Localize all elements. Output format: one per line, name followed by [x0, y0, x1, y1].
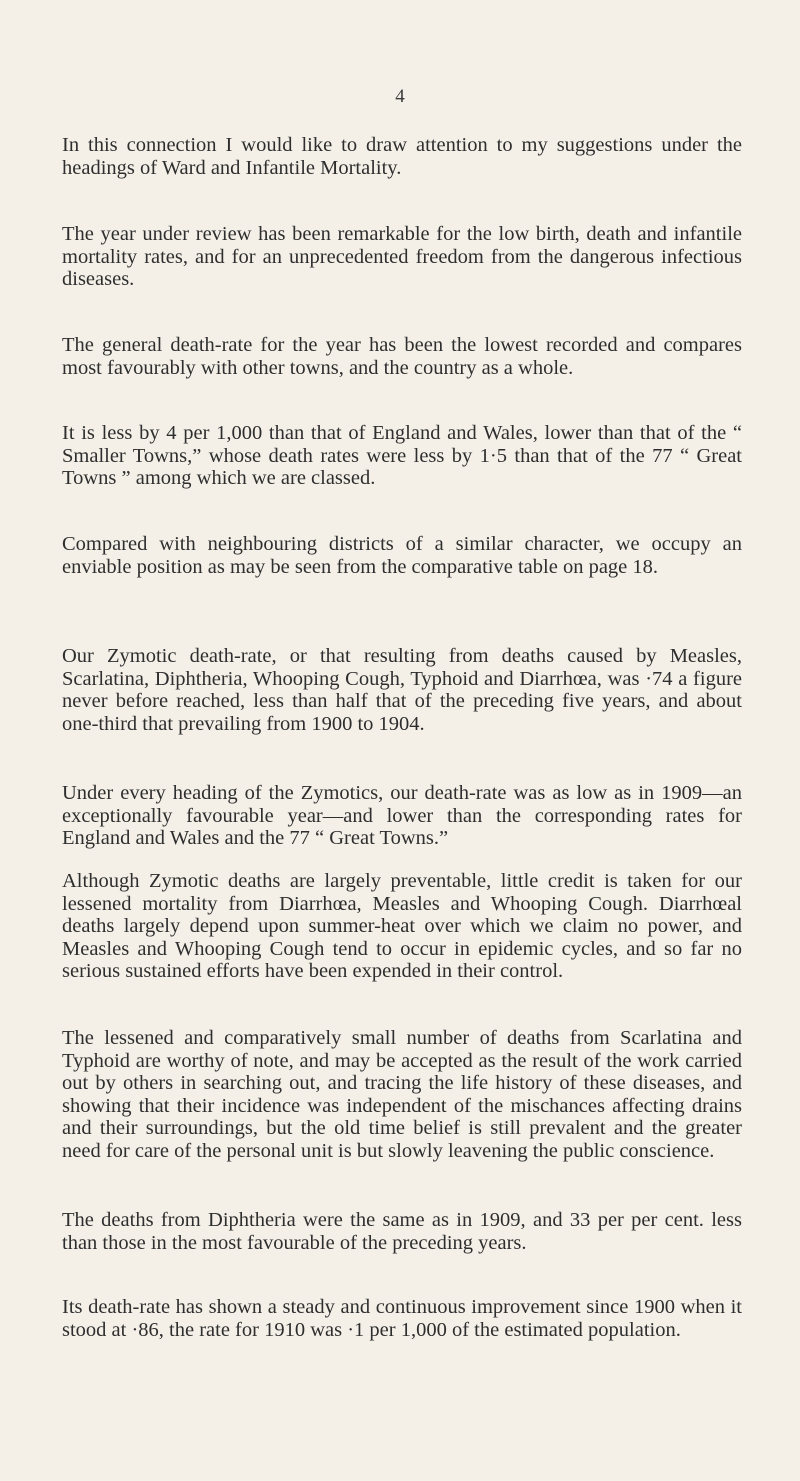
paragraph-zymotics-heading: Under every heading of the Zymotics, our death-rate was as low as in 1909—an exceptionally favourable year—and lower than the corresponding rates for England and Wales and the 77 “ Great Towns.” [62, 782, 742, 850]
paragraph-year-under-review: The year under review has been remarkable for the low birth, death and infantile mortality rates, and for an unprecedented freedom from the dangerous infectious diseases. [62, 223, 742, 291]
paragraph-diphtheria-death-rate: Its death-rate has shown a steady and continuous improvement since 1900 when it stood at ·86, the rate for 1910 was ·1 per 1,000 of the estimated population. [62, 1296, 742, 1341]
page-number: 4 [395, 86, 405, 107]
paragraph-diphtheria-deaths: The deaths from Diphtheria were the same as in 1909, and 33 per per cent. less than those in the most favourable of the preceding years. [62, 1209, 742, 1254]
paragraph-scarlatina-typhoid: The lessened and comparatively small number of deaths from Scarlatina and Typhoid are worthy of note, and may be accepted as the result of the work carried out by others in searching out, and tracing the life history of these diseases, and showing that their incidence was independent of the mischances affecting drains and their surroundings, but the old time belief is still prevalent and the greater need for care of the personal unit is but slowly leavening the public conscience. [62, 1027, 742, 1162]
paragraph-zymotic-death-rate: Our Zymotic death-rate, or that resulting from deaths caused by Measles, Scarlatina, Diphtheria, Whooping Cough, Typhoid and Diarrhœa, was ·74 a figure never before reached, less than half that of the preceding five years, and about one-third that prevailing from 1900 to 1904. [62, 645, 742, 735]
paragraph-general-death-rate: The general death-rate for the year has been the lowest recorded and compares most favourably with other towns, and the country as a whole. [62, 334, 742, 379]
paragraph-england-and-wales: It is less by 4 per 1,000 than that of England and Wales, lower than that of the “ Smaller Towns,” whose death rates were less by 1·5 than that of the 77 “ Great Towns ” among which we are classed. [62, 422, 742, 490]
paragraph-neighbouring-districts: Compared with neighbouring districts of a similar character, we occupy an enviable position as may be seen from the comparative table on page 18. [62, 533, 742, 578]
paragraph-ward-infantile-mortality: In this connection I would like to draw attention to my suggestions under the headings of Ward and Infantile Mortality. [62, 134, 742, 179]
paragraph-preventable-deaths: Although Zymotic deaths are largely preventable, little credit is taken for our lessened mortality from Diarrhœa, Measles and Whooping Cough. Diarrhœal deaths largely depend upon summer-heat over which we claim no power, and Measles and Whooping Cough tend to occur in epidemic cycles, and so far no serious sustained efforts have been expended in their control. [62, 870, 742, 983]
